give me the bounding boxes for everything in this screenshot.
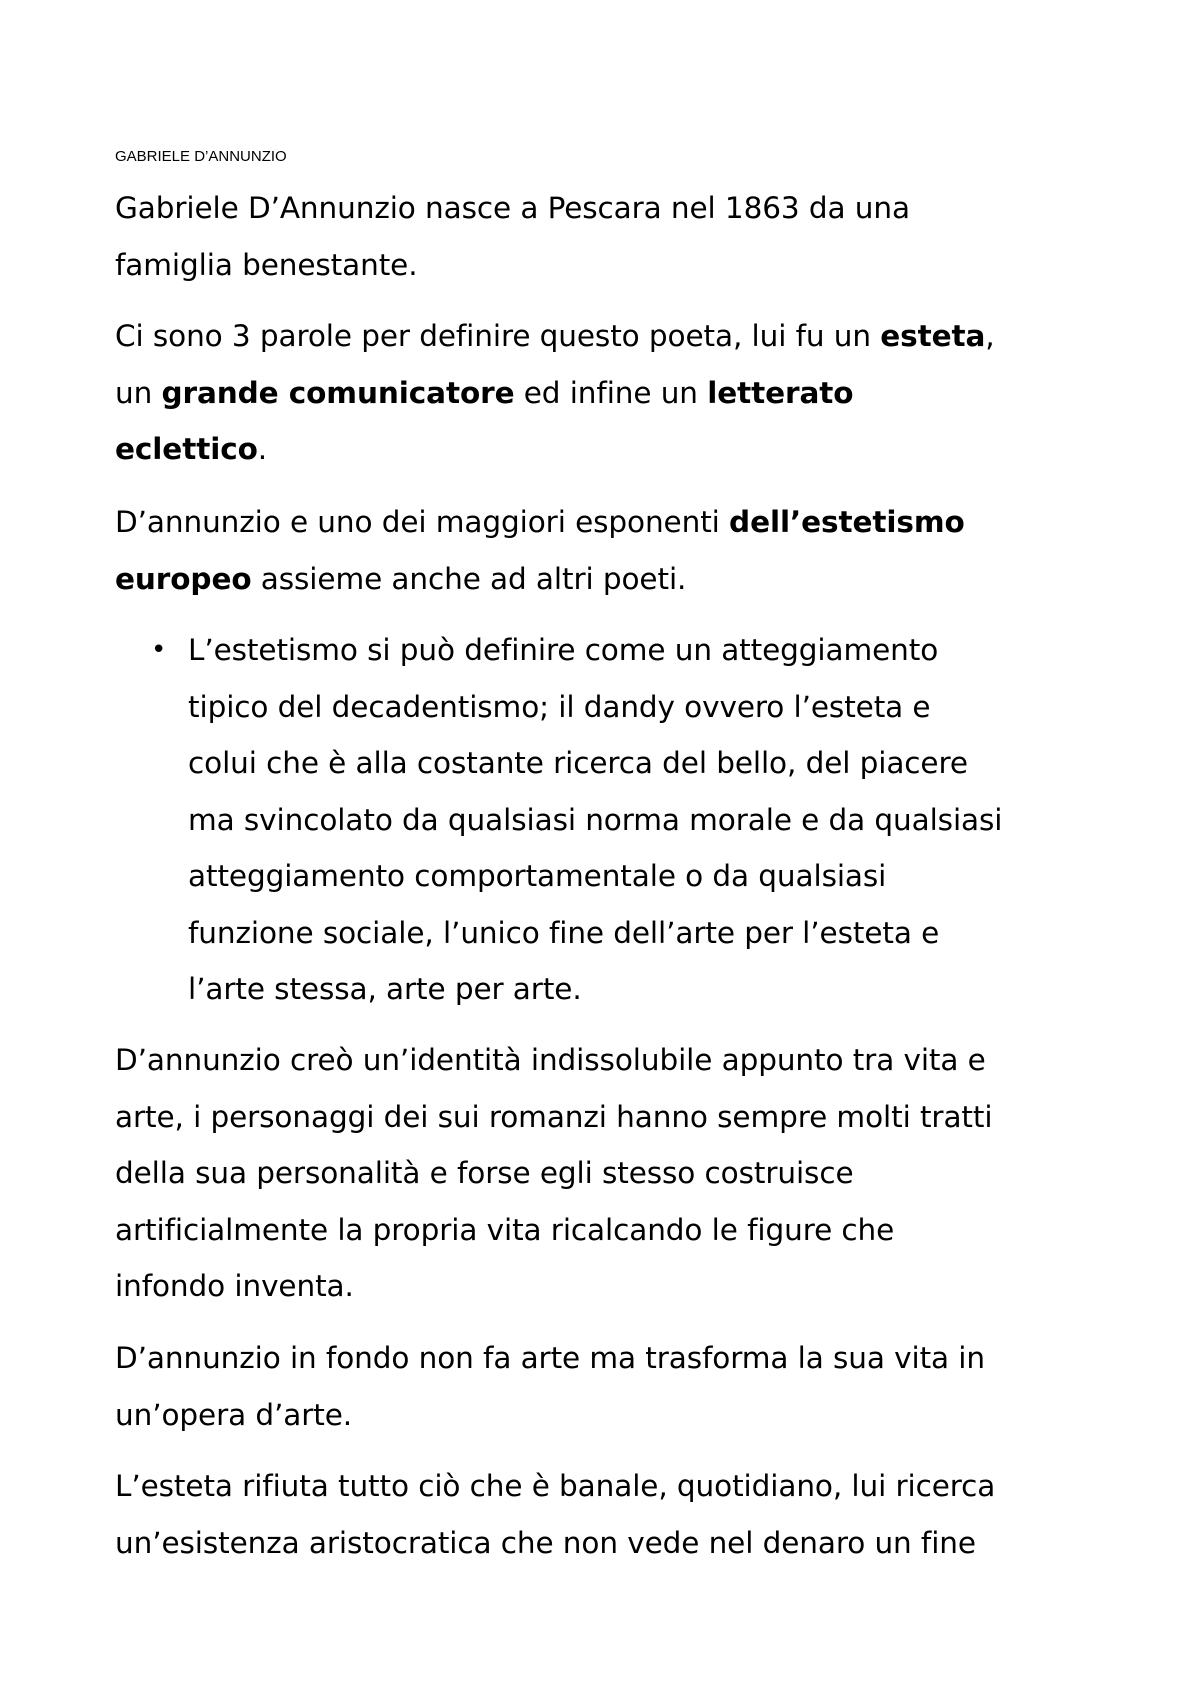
text-line [115,494,965,551]
text-line: ma svincolato da qualsiasi norma morale e da qualsiasi [188,802,1003,837]
text-run: , [985,319,995,353]
text-line: funzione sociale, l’unico fine dell’arte per l’esteta e [188,915,940,950]
text-line: colui che è alla costante ricerca del bello, del piacere [188,746,968,780]
paragraph-three-words [115,308,995,478]
bold-term-estetismo: dell’estetismo [729,505,965,539]
document-heading: GABRIELE D’ANNUNZIO [115,148,287,165]
bold-term-eclettico: eclettico [115,432,258,466]
text-run: D’annunzio e uno dei maggiori esponenti [115,505,730,539]
bold-term-europeo: europeo [115,561,252,596]
text-line: D’annunzio in fondo non fa arte ma trasforma la sua vita in [115,1341,985,1375]
text-line: l’arte stessa, arte per arte. [188,972,582,1006]
bullet-marker: • [151,635,167,665]
text-run: un [115,375,162,410]
text-line [115,551,965,608]
bold-term-esteta: esteta [880,319,986,353]
bold-term-comunicatore: grande comunicatore [161,375,515,410]
text-line: un’esistenza aristocratica che non vede nel denaro un fine [115,1525,976,1560]
bold-term-letterato: letterato [707,375,854,410]
text-line: L’estetismo si può definire come un atteggiamento [188,633,939,667]
text-run: ed infine un [514,375,708,410]
text-run: assieme anche ad altri poeti. [251,561,687,596]
text-line [115,365,995,422]
text-line: tipico del decadentismo; il dandy ovvero l’esteta e [188,689,931,724]
paragraph-birth [115,180,910,293]
text-line: D’annunzio creò un’identità indissolubile appunto tra vita e [115,1043,986,1077]
paragraph-estetismo [115,494,965,607]
text-line: della sua personalità e forse egli stesso costruisce [115,1156,854,1190]
text-line [115,421,995,478]
text-run: Ci sono 3 parole per definire questo poeta, lui fu un [115,319,881,353]
text-line: un’opera d’arte. [115,1397,353,1432]
paragraph-esteta-rifiuta [115,1458,995,1571]
paragraph-opera-arte [115,1330,985,1443]
text-line: L’esteta rifiuta tutto ciò che è banale, quotidiano, lui ricerca [115,1469,996,1503]
bullet-text [188,622,1002,1018]
text-run: . [257,432,268,466]
text-line: Gabriele D’Annunzio nasce a Pescara nel 1863 da una [115,191,910,225]
text-line [115,308,995,365]
text-line: arte, i personaggi dei sui romanzi hanno sempre molti tratti [115,1099,993,1134]
text-line: artificialmente la propria vita ricalcando le figure che [115,1212,895,1247]
paragraph-vita-arte [115,1032,992,1315]
text-line: famiglia benestante. [115,247,418,282]
text-line: infondo inventa. [115,1269,354,1303]
text-line: atteggiamento comportamentale o da qualsiasi [188,859,887,893]
